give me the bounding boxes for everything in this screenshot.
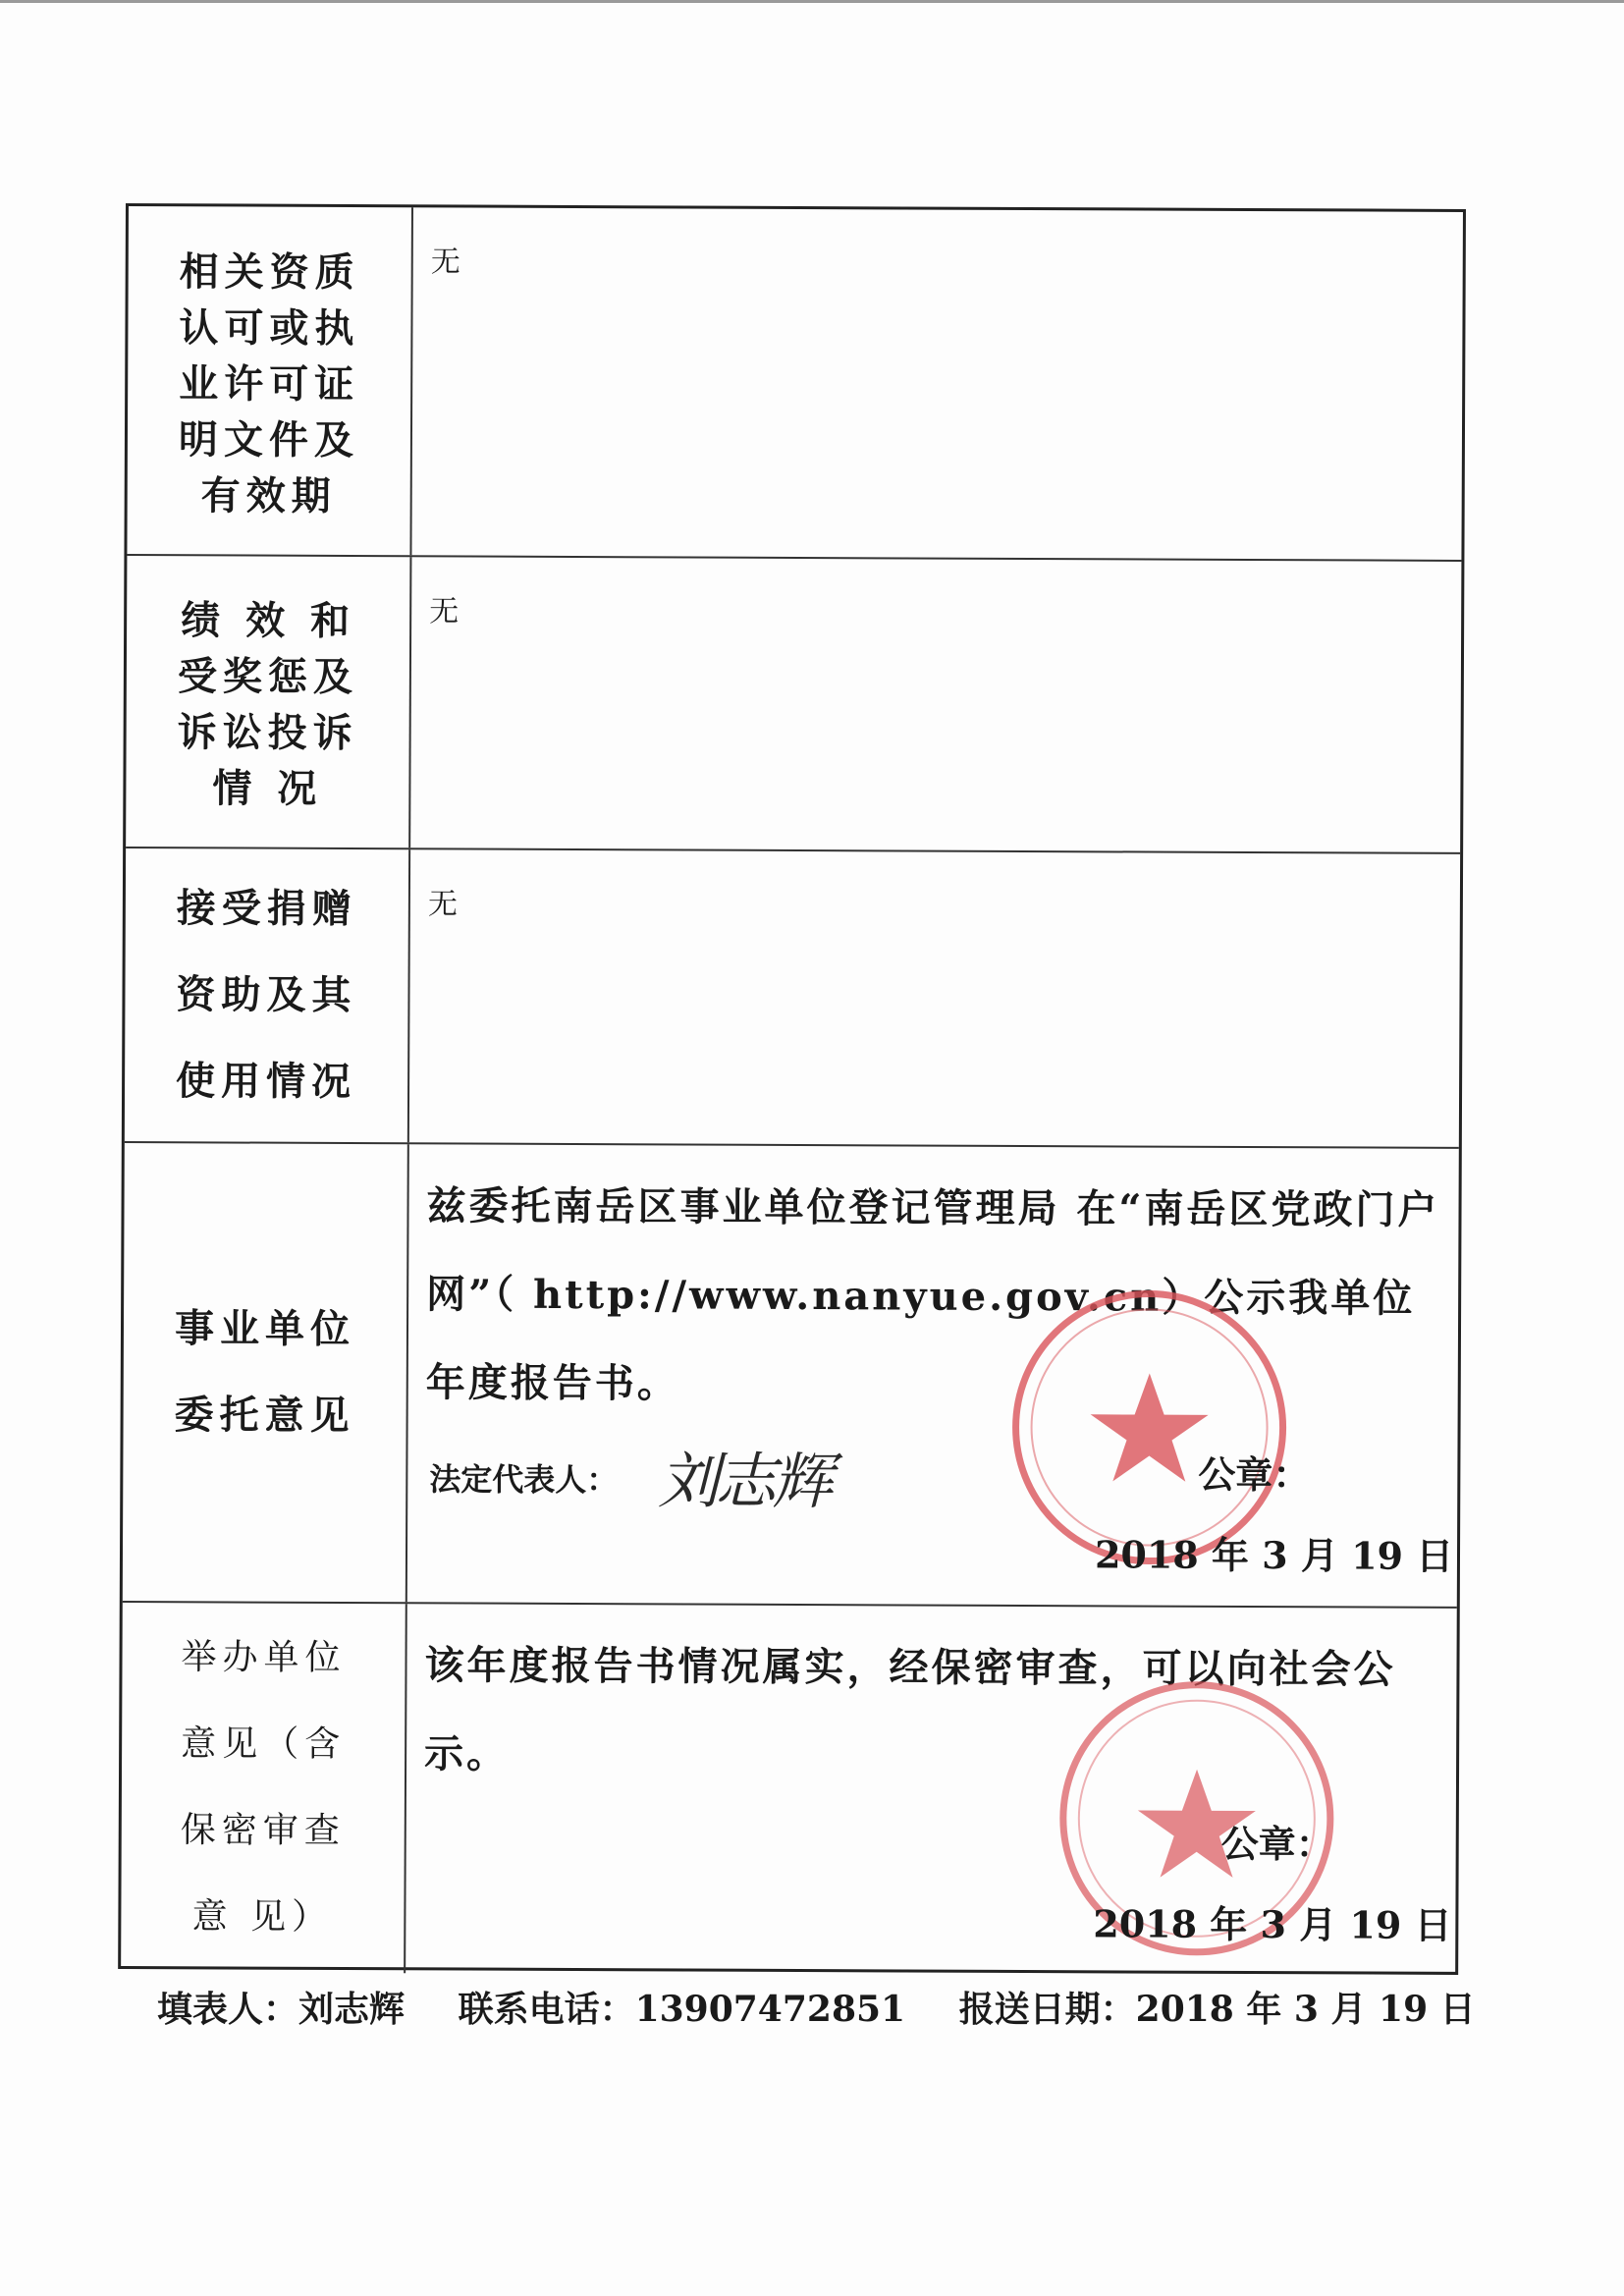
row-label (126, 556, 411, 847)
report-form-table (118, 203, 1466, 1975)
form-footer (157, 1982, 1517, 2032)
label-line: 认可或执 (179, 303, 360, 352)
label-line: 使用情况 (175, 1058, 357, 1106)
row-organizer-opinion (121, 1603, 1457, 1978)
handwritten-signature: 刘志辉 (658, 1445, 830, 1518)
label-line: 接受捐赠 (176, 885, 357, 933)
seal-label: 公章： (1198, 1451, 1311, 1498)
row-label (125, 848, 410, 1142)
label-line: 意 见） (191, 1896, 334, 1938)
label-line: 资助及其 (176, 971, 357, 1019)
label-line: 举办单位 (181, 1637, 347, 1678)
row-performance (126, 556, 1461, 854)
row-value-cell (407, 1144, 1459, 1607)
label-line: 诉讼投诉 (177, 709, 358, 757)
row-value: 无 (427, 887, 458, 922)
row-value: 无 (429, 594, 460, 629)
entrust-paragraph: 兹委托南岳区事业单位登记管理局 在“南岳区党政门户网”（ http://www.nanyue.gov.cn）公示我单位年度报告书。 (425, 1182, 1440, 1407)
entrust-date: 2018 年 3 月 19 日 (1094, 1532, 1454, 1578)
contact-phone: 联系电话：13907472851 (458, 1989, 906, 2030)
row-value: 无 (430, 245, 460, 280)
seal-label: 公章： (1220, 1821, 1333, 1867)
row-value-cell (410, 557, 1461, 852)
label-line: 明文件及 (178, 415, 360, 464)
scan-top-edge (0, 0, 1624, 3)
row-donations (125, 848, 1460, 1149)
label-line: 情 况 (212, 765, 323, 812)
row-value-cell (409, 849, 1460, 1147)
label-line: 事业单位 (174, 1305, 356, 1353)
organizer-paragraph: 该年度报告书情况属实，经保密审查，可以向社会公示。 (424, 1642, 1396, 1777)
label-line: 业许可证 (179, 359, 360, 408)
label-line: 受奖惩及 (177, 653, 358, 701)
row-label (123, 1143, 409, 1602)
submit-date: 报送日期：2018 年 3 月 19 日 (958, 1989, 1476, 2030)
row-value-cell (406, 1604, 1457, 1978)
label-line: 保密审查 (180, 1810, 346, 1851)
row-entrust-opinion (123, 1143, 1459, 1609)
label-line: 委托意见 (174, 1392, 355, 1440)
label-line: 意见（含 (181, 1723, 347, 1765)
row-value-cell (411, 207, 1463, 560)
legal-rep-label: 法定代表人： (429, 1460, 619, 1500)
row-label (127, 206, 413, 555)
label-line: 相关资质 (179, 247, 360, 296)
row-label (121, 1603, 407, 1973)
row-qualification (127, 206, 1463, 562)
label-line: 绩 效 和 (181, 597, 356, 645)
organizer-date: 2018 年 3 月 19 日 (1093, 1901, 1452, 1947)
label-line: 有效期 (200, 471, 337, 519)
filler-name: 填表人：刘志辉 (157, 1989, 406, 2030)
